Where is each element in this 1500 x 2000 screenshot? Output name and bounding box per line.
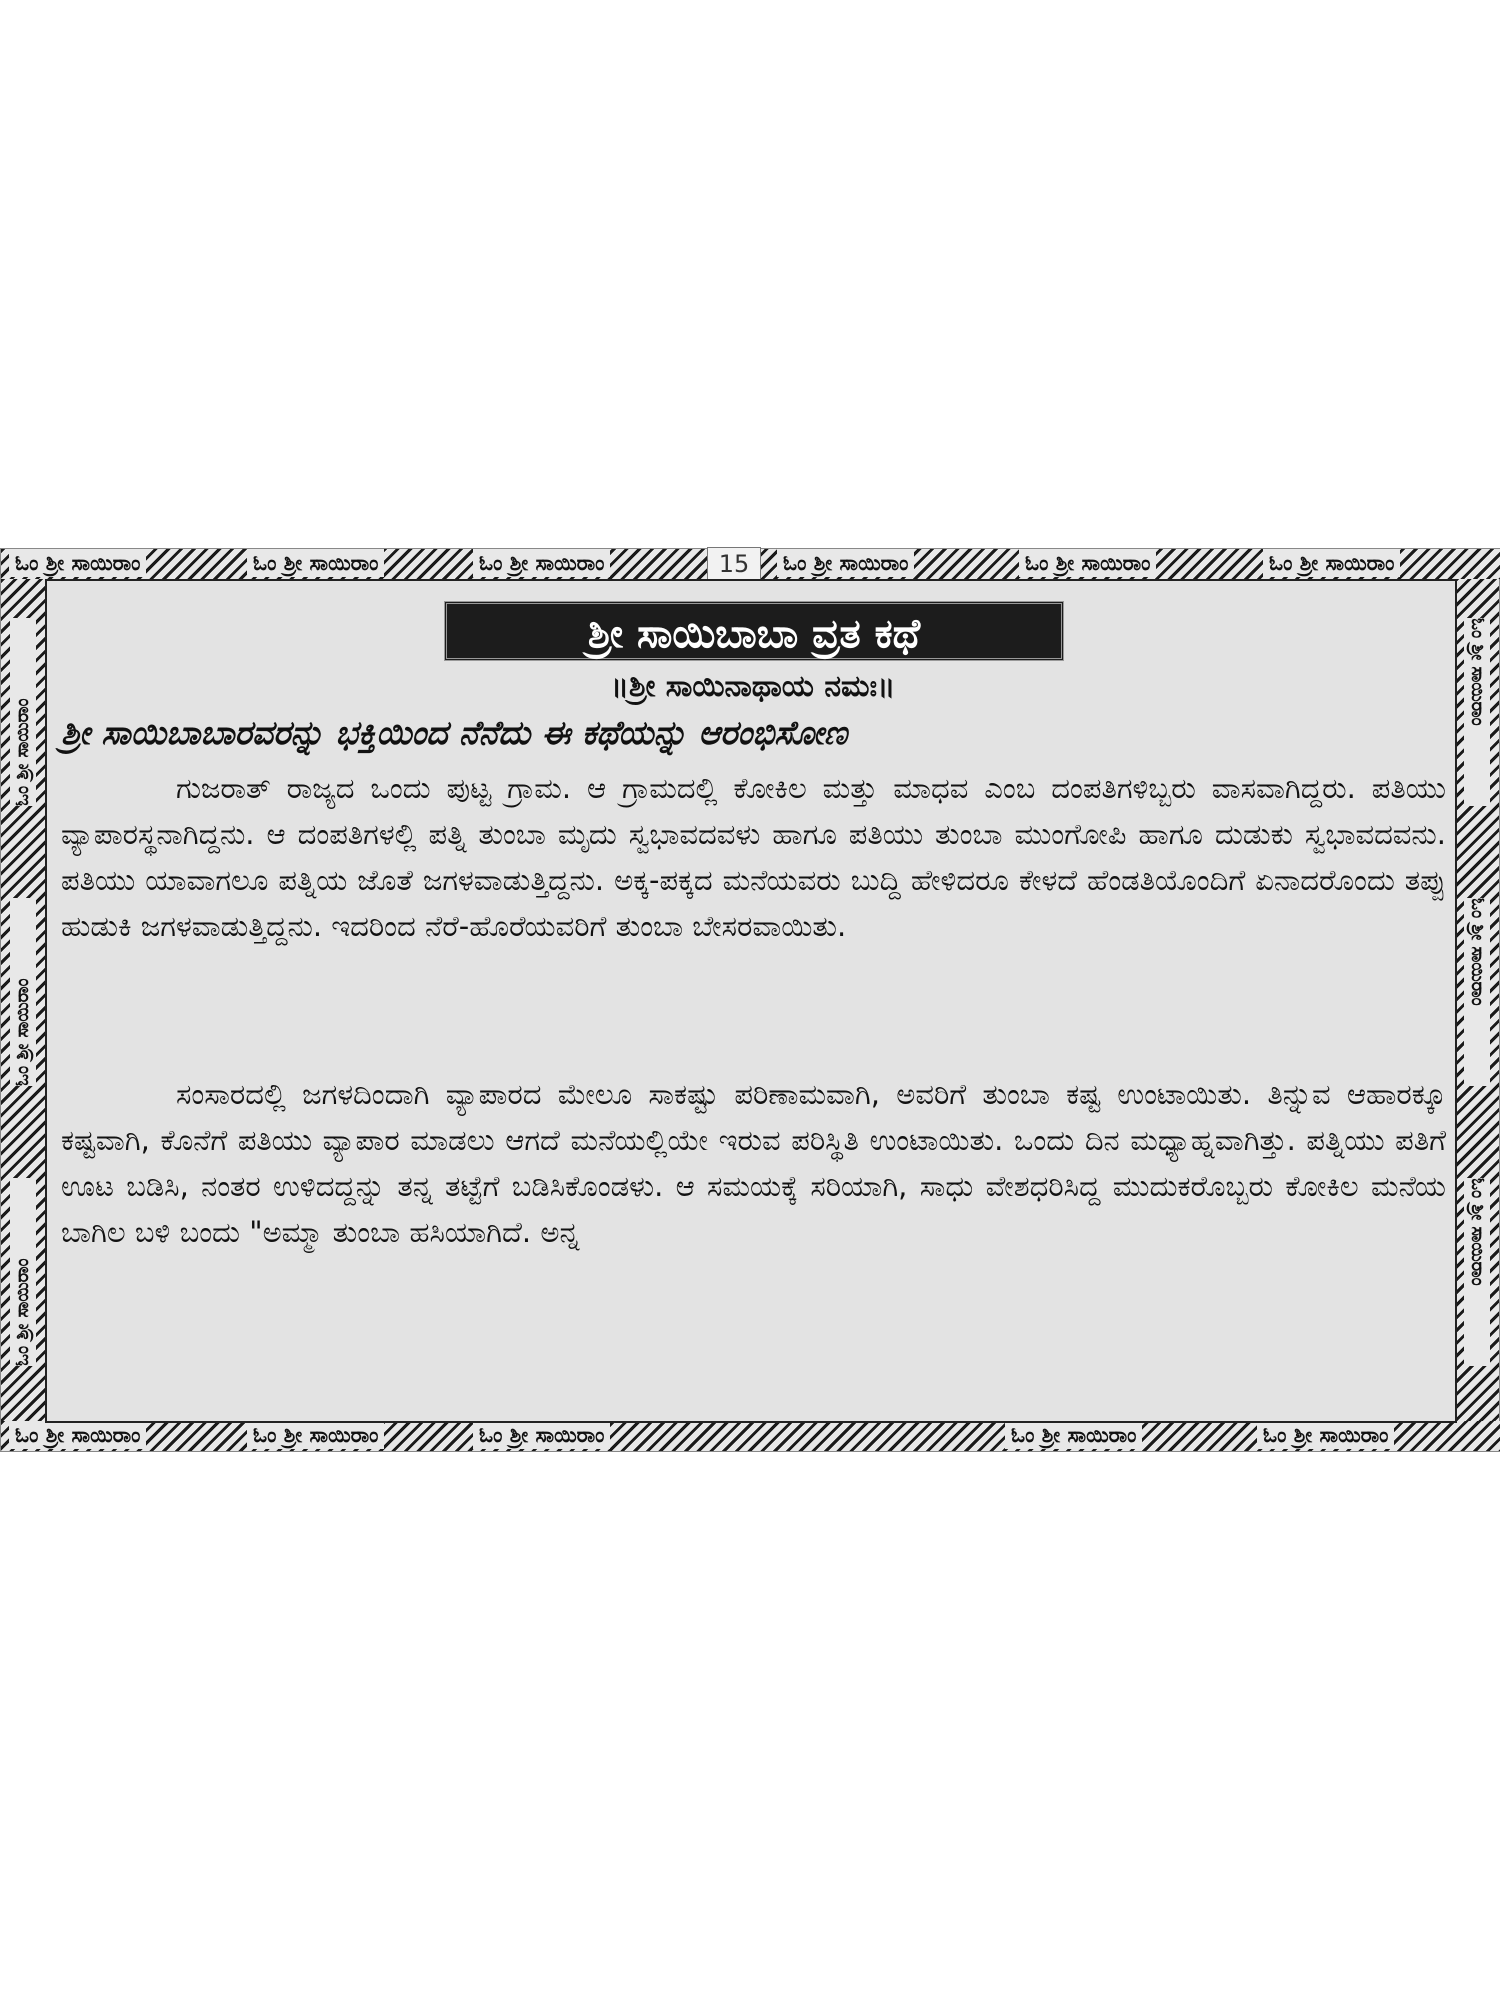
page-number: 15: [707, 547, 761, 581]
border-label: ಓಂ ಶ್ರೀ ಸಾಯಿರಾಂ: [9, 549, 146, 577]
article-body: [45, 579, 1457, 1423]
border-label: ಓಂ ಶ್ರೀ ಸಾಯಿರಾಂ: [1005, 1421, 1142, 1449]
border-label: ಓಂ ಶ್ರೀ ಸಾಯಿರಾಂ: [247, 1421, 384, 1449]
border-label: ಓಂ ಶ್ರೀ ಸಾಯಿರಾಂ: [777, 549, 914, 577]
article-heading: ಶ್ರೀ ಸಾಯಿಬಾಬಾರವರನ್ನು ಭಕ್ತಿಯಿಂದ ನೆನೆದು ಈ ಕಥೆಯನ್ನು ಆರಂಭಿಸೋಣ: [61, 713, 848, 752]
newspaper-clipping: [0, 548, 1500, 1452]
border-label: ಓಂ ಶ್ರೀ ಸಾಯಿರಾಂ: [1257, 1421, 1394, 1449]
invocation-line: ॥ಶ್ರೀ ಸಾಯಿನಾಥಾಯ ನಮಃ॥: [610, 669, 896, 704]
top-border: [1, 549, 1500, 579]
paragraph: ಸಂಸಾರದಲ್ಲಿ ಜಗಳದಿಂದಾಗಿ ವ್ಯಾಪಾರದ ಮೇಲೂ ಸಾಕಷ್ಟು ಪರಿಣಾಮವಾಗಿ, ಅವರಿಗೆ ತುಂಬಾ ಕಷ್ಟ ಉಂಟಾಯಿತು. ತಿನ್ನುವ ಆಹಾರಕ್ಕೂ ಕಷ್ಟವಾಗಿ, ಕೊನೆಗೆ ಪತಿಯು ವ್ಯಾಪಾರ ಮಾಡಲು ಆಗದೆ ಮನೆಯಲ್ಲಿಯೇ ಇರುವ ಪರಿಸ್ಥಿತಿ ಉಂಟಾಯಿತು. ಒಂದು ದಿನ ಮಧ್ಯಾಹ್ನವಾಗಿತ್ತು. ಪತ್ನಿಯು ಪತಿಗೆ ಊಟ ಬಡಿಸಿ, ನಂತರ ಉಳಿದದ್ದನ್ನು ತನ್ನ ತಟ್ಟೆಗೆ ಬಡಿಸಿಕೊಂಡಳು. ಆ ಸಮಯಕ್ಕೆ ಸರಿಯಾಗಿ, ಸಾಧು ವೇಶಧರಿಸಿದ್ದ ಮುದುಕರೊಬ್ಬರು ಕೋಕಿಲ ಮನೆಯ ಬಾಗಿಲ ಬಳಿ ಬಂದು "ಅಮ್ಮಾ ತುಂಬಾ ಹಸಿಯಾಗಿದೆ. ಅನ್ನ: [61, 1077, 1446, 1249]
border-label: ಓಂ ಶ್ರೀ ಸಾಯಿರಾಂ: [10, 1178, 36, 1366]
border-label: ಓಂ ಶ್ರೀ ಸಾಯಿರಾಂ: [247, 549, 384, 577]
article-title: ಶ್ರೀ ಸಾಯಿಬಾಬಾ ವ್ರತ ಕಥೆ: [444, 601, 1064, 661]
border-label: ಓಂ ಶ್ರೀ ಸಾಯಿರಾಂ: [9, 1421, 146, 1449]
bottom-border: [1, 1421, 1500, 1451]
border-label: ಓಂ ಶ್ರೀ ಸಾಯಿರಾಂ: [1464, 898, 1490, 1086]
border-label: ಓಂ ಶ್ರೀ ಸಾಯಿರಾಂ: [10, 618, 36, 806]
border-label: ಓಂ ಶ್ರೀ ಸಾಯಿರಾಂ: [10, 898, 36, 1086]
border-label: ಓಂ ಶ್ರೀ ಸಾಯಿರಾಂ: [1019, 549, 1156, 577]
border-label: ಓಂ ಶ್ರೀ ಸಾಯಿರಾಂ: [473, 1421, 610, 1449]
border-label: ಓಂ ಶ್ರೀ ಸಾಯಿರಾಂ: [1464, 618, 1490, 806]
border-label: ಓಂ ಶ್ರೀ ಸಾಯಿರಾಂ: [1263, 549, 1400, 577]
paragraph: ಗುಜರಾತ್ ರಾಜ್ಯದ ಒಂದು ಪುಟ್ಟ ಗ್ರಾಮ. ಆ ಗ್ರಾಮದಲ್ಲಿ ಕೋಕಿಲ ಮತ್ತು ಮಾಧವ ಎಂಬ ದಂಪತಿಗಳಿಬ್ಬರು ವಾಸವಾಗಿದ್ದರು. ಪತಿಯು ವ್ಯಾಪಾರಸ್ಥನಾಗಿದ್ದನು. ಆ ದಂಪತಿಗಳಲ್ಲಿ ಪತ್ನಿ ತುಂಬಾ ಮೃದು ಸ್ವಭಾವದವಳು ಹಾಗೂ ಪತಿಯು ತುಂಬಾ ಮುಂಗೋಪಿ ಹಾಗೂ ದುಡುಕು ಸ್ವಭಾವದವನು. ಪತಿಯು ಯಾವಾಗಲೂ ಪತ್ನಿಯ ಜೊತೆ ಜಗಳವಾಡುತ್ತಿದ್ದನು. ಅಕ್ಕ-ಪಕ್ಕದ ಮನೆಯವರು ಬುದ್ದಿ ಹೇಳಿದರೂ ಕೇಳದೆ ಹೆಂಡತಿಯೊಂದಿಗೆ ಏನಾದರೊಂದು ತಪ್ಪು ಹುಡುಕಿ ಜಗಳವಾಡುತ್ತಿದ್ದನು. ಇದರಿಂದ ನೆರೆ-ಹೊರೆಯವರಿಗೆ ತುಂಬಾ ಬೇಸರವಾಯಿತು.: [61, 771, 1446, 943]
right-border: [1455, 579, 1499, 1423]
border-label: ಓಂ ಶ್ರೀ ಸಾಯಿರಾಂ: [1464, 1178, 1490, 1366]
left-border: [1, 579, 45, 1423]
border-label: ಓಂ ಶ್ರೀ ಸಾಯಿರಾಂ: [473, 549, 610, 577]
